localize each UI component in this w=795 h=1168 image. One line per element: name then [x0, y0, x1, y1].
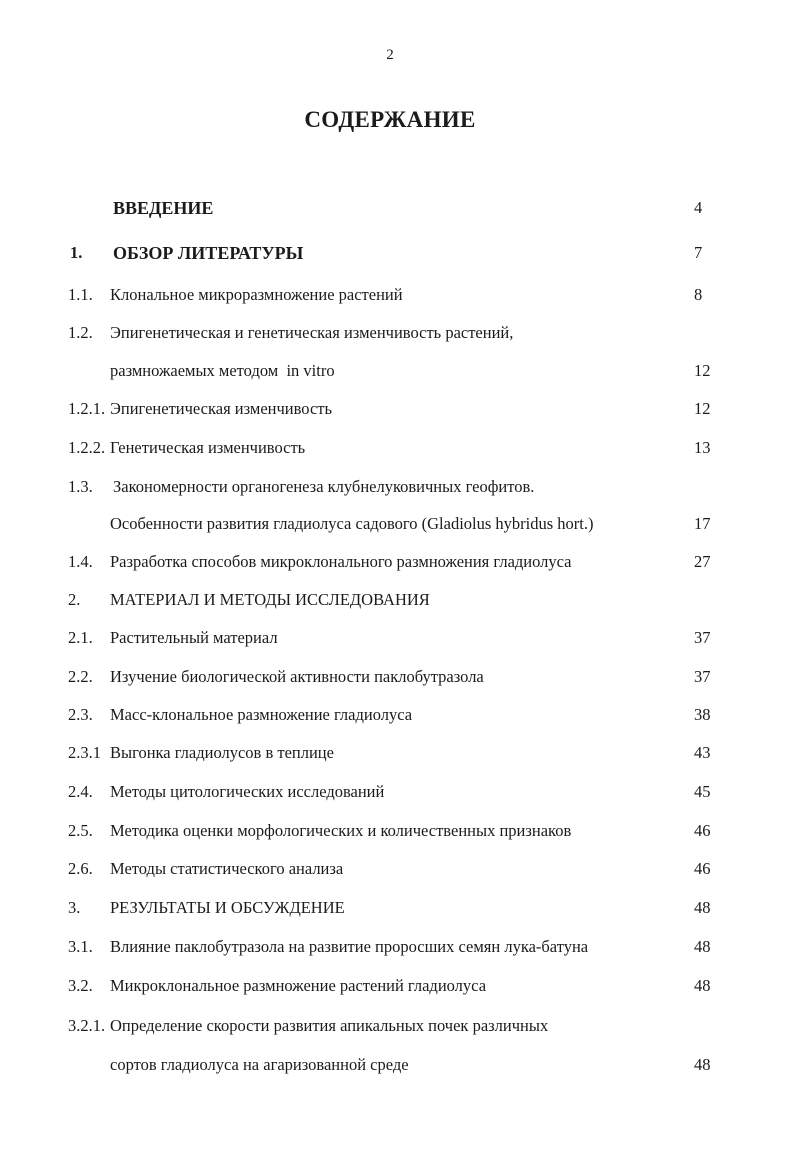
toc-entry-2-2 [0, 667, 795, 687]
toc-entry-2-6 [0, 859, 795, 879]
toc-entry-1-2 [0, 323, 795, 343]
toc-entry-number: 3.2. [68, 976, 93, 995]
page-title: СОДЕРЖАНИЕ [304, 107, 476, 132]
toc-entry-page: 38 [694, 705, 711, 724]
toc-entry-1-1 [0, 285, 795, 305]
toc-entry-page: 43 [694, 743, 711, 762]
toc-entry-title: Генетическая изменчивость [110, 438, 306, 457]
toc-entry-title: Микроклональное размножение растений гладиолуса [110, 976, 487, 995]
toc-entry-introduction [0, 198, 795, 218]
toc-entry-page: 48 [694, 937, 711, 956]
toc-entry-1-4 [0, 552, 795, 572]
toc-entry-number: 3.2.1. [68, 1016, 106, 1035]
toc-entry-title: Определение скорости развития апикальных почек различных [110, 1016, 549, 1035]
toc-entry-3-2-1-continued [0, 1055, 795, 1075]
toc-entry-number: 2.2. [68, 667, 93, 686]
toc-entry-title: МАТЕРИАЛ И МЕТОДЫ ИССЛЕДОВАНИЯ [110, 590, 430, 609]
toc-entry-title: Влияние паклобутразола на развитие проросших семян лука-батуна [110, 937, 589, 956]
toc-entry-2-5 [0, 821, 795, 841]
toc-entry-3-2 [0, 976, 795, 996]
toc-entry-page: 48 [694, 1055, 711, 1074]
toc-entry-number: 2.6. [68, 859, 93, 878]
toc-entry-number: 2.1. [68, 628, 93, 647]
toc-entry-title: РЕЗУЛЬТАТЫ И ОБСУЖДЕНИЕ [110, 898, 345, 917]
toc-entry-title: Разработка способов микроклонального размножения гладиолуса [110, 552, 572, 571]
toc-entry-title: Методы статистического анализа [110, 859, 344, 878]
toc-entry-title-continued: размножаемых методом in vitro [110, 361, 335, 380]
toc-entry-number: 2.5. [68, 821, 93, 840]
toc-entry-title: Эпигенетическая и генетическая изменчивость растений, [110, 323, 514, 342]
toc-entry-title-continued: Особенности развития гладиолуса садового (Gladiolus hybridus hort.) [110, 514, 594, 533]
toc-entry-page: 48 [694, 898, 711, 917]
toc-entry-title: Закономерности органогенеза клубнелуковичных геофитов. [113, 477, 535, 496]
toc-entry-page: 13 [694, 438, 711, 457]
toc-entry-number: 2.3. [68, 705, 93, 724]
toc-entry-title: Методы цитологических исследований [110, 782, 385, 801]
toc-entry-page: 48 [694, 976, 711, 995]
toc-entry-3-1 [0, 937, 795, 957]
toc-entry-page: 7 [694, 243, 703, 262]
toc-entry-title: ОБЗОР ЛИТЕРАТУРЫ [113, 243, 304, 263]
toc-entry-number: 1.4. [68, 552, 93, 571]
toc-entry-title: Выгонка гладиолусов в теплице [110, 743, 334, 762]
toc-entry-title: Клональное микроразмножение растений [110, 285, 403, 304]
toc-entry-page: 4 [694, 198, 703, 217]
toc-entry-number: 3.1. [68, 937, 93, 956]
page-number: 2 [386, 47, 394, 63]
toc-entry-page: 46 [694, 859, 711, 878]
toc-entry-number: 1. [70, 243, 83, 262]
toc-entry-page: 8 [694, 285, 703, 304]
toc-entry-number: 1.2. [68, 323, 93, 342]
toc-entry-number: 2.3.1 [68, 743, 101, 762]
toc-entry-number: 1.3. [68, 477, 93, 496]
toc-entry-2-3-1 [0, 743, 795, 763]
toc-entry-2-1 [0, 628, 795, 648]
toc-entry-1-2-2 [0, 438, 795, 458]
toc-entry-number: 2. [68, 590, 81, 609]
toc-entry-number: 2.4. [68, 782, 93, 801]
toc-entry-page: 12 [694, 361, 711, 380]
toc-entry-title: Масс-клональное размножение гладиолуса [110, 705, 413, 724]
toc-entry-page: 37 [694, 667, 711, 686]
toc-entry-2-4 [0, 782, 795, 802]
toc-entry-title: Растительный материал [110, 628, 278, 647]
toc-entry-number: 1.2.1. [68, 399, 106, 418]
toc-entry-number: 1.1. [68, 285, 93, 304]
toc-entry-number: 1.2.2. [68, 438, 106, 457]
toc-entry-1-2-1 [0, 399, 795, 419]
toc-entry-1-3-continued [0, 514, 795, 534]
toc-entry-page: 12 [694, 399, 711, 418]
toc-entry-2-3 [0, 705, 795, 725]
toc-entry-3 [0, 898, 795, 918]
toc-entry-1-3 [0, 477, 795, 497]
toc-entry-3-2-1 [0, 1016, 795, 1036]
toc-entry-page: 46 [694, 821, 711, 840]
toc-entry-page: 37 [694, 628, 711, 647]
toc-entry-1-2-continued [0, 361, 795, 381]
toc-entry-page: 17 [694, 514, 711, 533]
toc-entry-title: Изучение биологической активности паклобутразола [110, 667, 484, 686]
toc-entry-page: 27 [694, 552, 711, 571]
toc-entry-title: ВВЕДЕНИЕ [113, 198, 214, 218]
toc-entry-page: 45 [694, 782, 711, 801]
toc-entry-2 [0, 590, 795, 610]
toc-entry-number: 3. [68, 898, 81, 917]
toc-entry-1 [0, 243, 795, 263]
toc-entry-title: Эпигенетическая изменчивость [110, 399, 333, 418]
toc-entry-title-continued: сортов гладиолуса на агаризованной среде [110, 1055, 409, 1074]
toc-entry-title: Методика оценки морфологических и количественных признаков [110, 821, 572, 840]
